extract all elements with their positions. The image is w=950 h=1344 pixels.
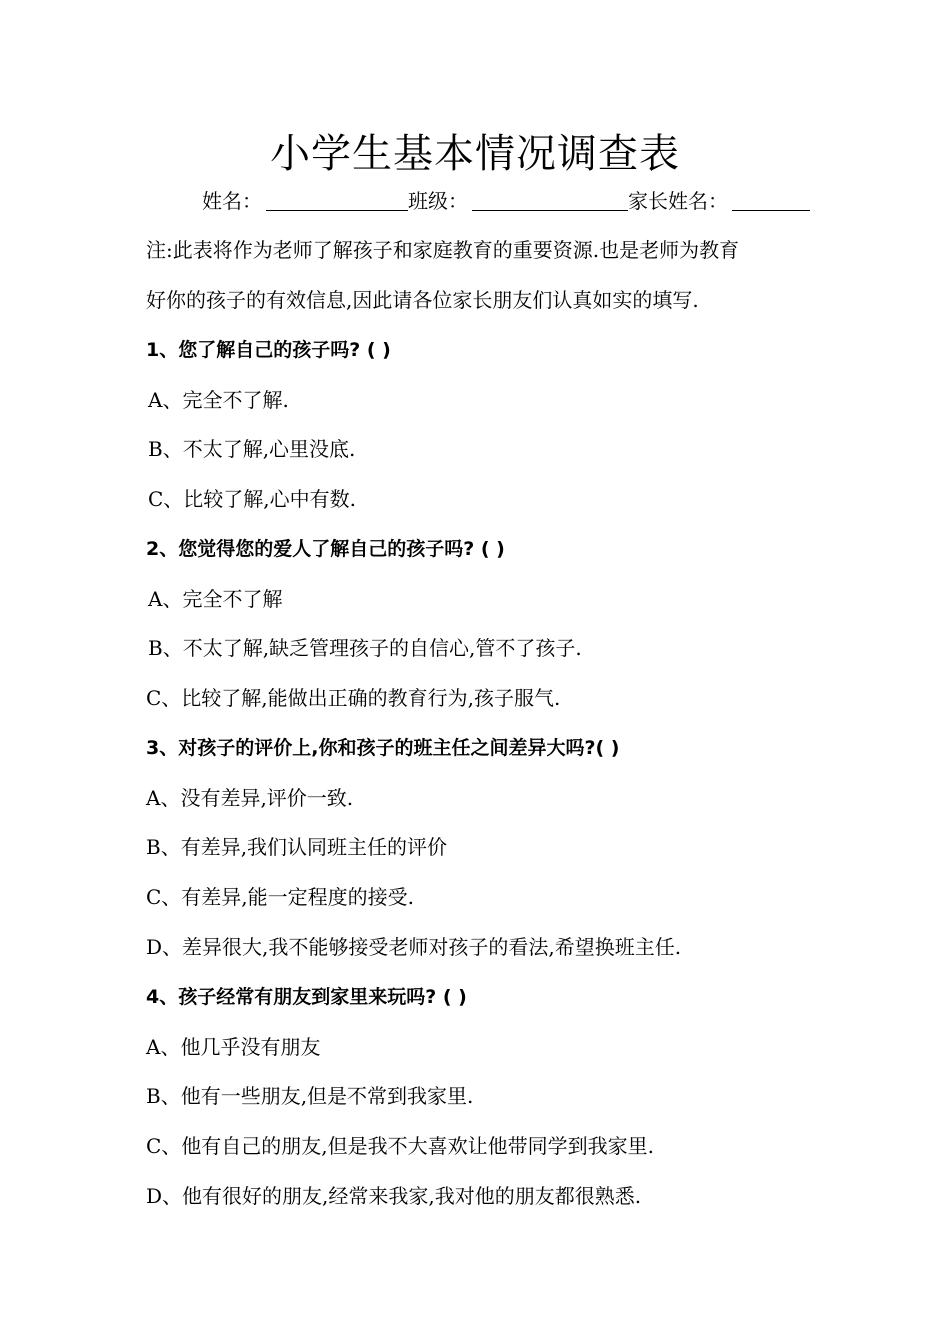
- page-title: 小学生基本情况调查表: [270, 131, 680, 177]
- note-line-1: 注:此表将作为老师了解孩子和家庭教育的重要资源.也是老师为教育: [146, 238, 740, 262]
- parent-name-blank: [732, 186, 810, 211]
- class-label: 班级：: [408, 189, 468, 213]
- name-blank: [266, 186, 408, 211]
- question-2-option-b: B、不太了解,缺乏管理孩子的自信心,管不了孩子.: [148, 636, 582, 660]
- question-1-option-b: B、不太了解,心里没底.: [148, 437, 356, 461]
- question-3-option-a: A、没有差异,评价一致.: [146, 786, 354, 810]
- info-row: [202, 186, 810, 216]
- question-1-option-c: C、比较了解,心中有数.: [148, 487, 357, 511]
- note-line-2: 好你的孩子的有效信息,因此请各位家长朋友们认真如实的填写.: [146, 288, 699, 312]
- question-1: 1、您了解自己的孩子吗? ( ): [146, 339, 391, 361]
- question-2-option-c: C、比较了解,能做出正确的教育行为,孩子服气.: [146, 686, 561, 710]
- question-3-option-c: C、有差异,能一定程度的接受.: [146, 885, 415, 909]
- question-2-option-a: A、完全不了解: [148, 587, 283, 611]
- question-4: 4、孩子经常有朋友到家里来玩吗? ( ): [146, 986, 467, 1008]
- question-4-option-a: A、他几乎没有朋友: [146, 1035, 321, 1059]
- question-4-option-b: B、他有一些朋友,但是不常到我家里.: [146, 1084, 474, 1108]
- question-4-option-d: D、他有很好的朋友,经常来我家,我对他的朋友都很熟悉.: [146, 1184, 642, 1208]
- question-3: 3、对孩子的评价上,你和孩子的班主任之间差异大吗?( ): [146, 737, 620, 759]
- question-1-option-a: A、完全不了解.: [148, 388, 289, 412]
- question-2: 2、您觉得您的爱人了解自己的孩子吗? ( ): [146, 538, 505, 560]
- parent-name-label: 家长姓名：: [628, 189, 728, 213]
- class-blank: [472, 186, 628, 211]
- name-label: 姓名：: [202, 189, 262, 213]
- question-3-option-b: B、有差异,我们认同班主任的评价: [146, 835, 448, 859]
- question-4-option-c: C、他有自己的朋友,但是我不大喜欢让他带同学到我家里.: [146, 1134, 655, 1158]
- question-3-option-d: D、差异很大,我不能够接受老师对孩子的看法,希望换班主任.: [146, 935, 682, 959]
